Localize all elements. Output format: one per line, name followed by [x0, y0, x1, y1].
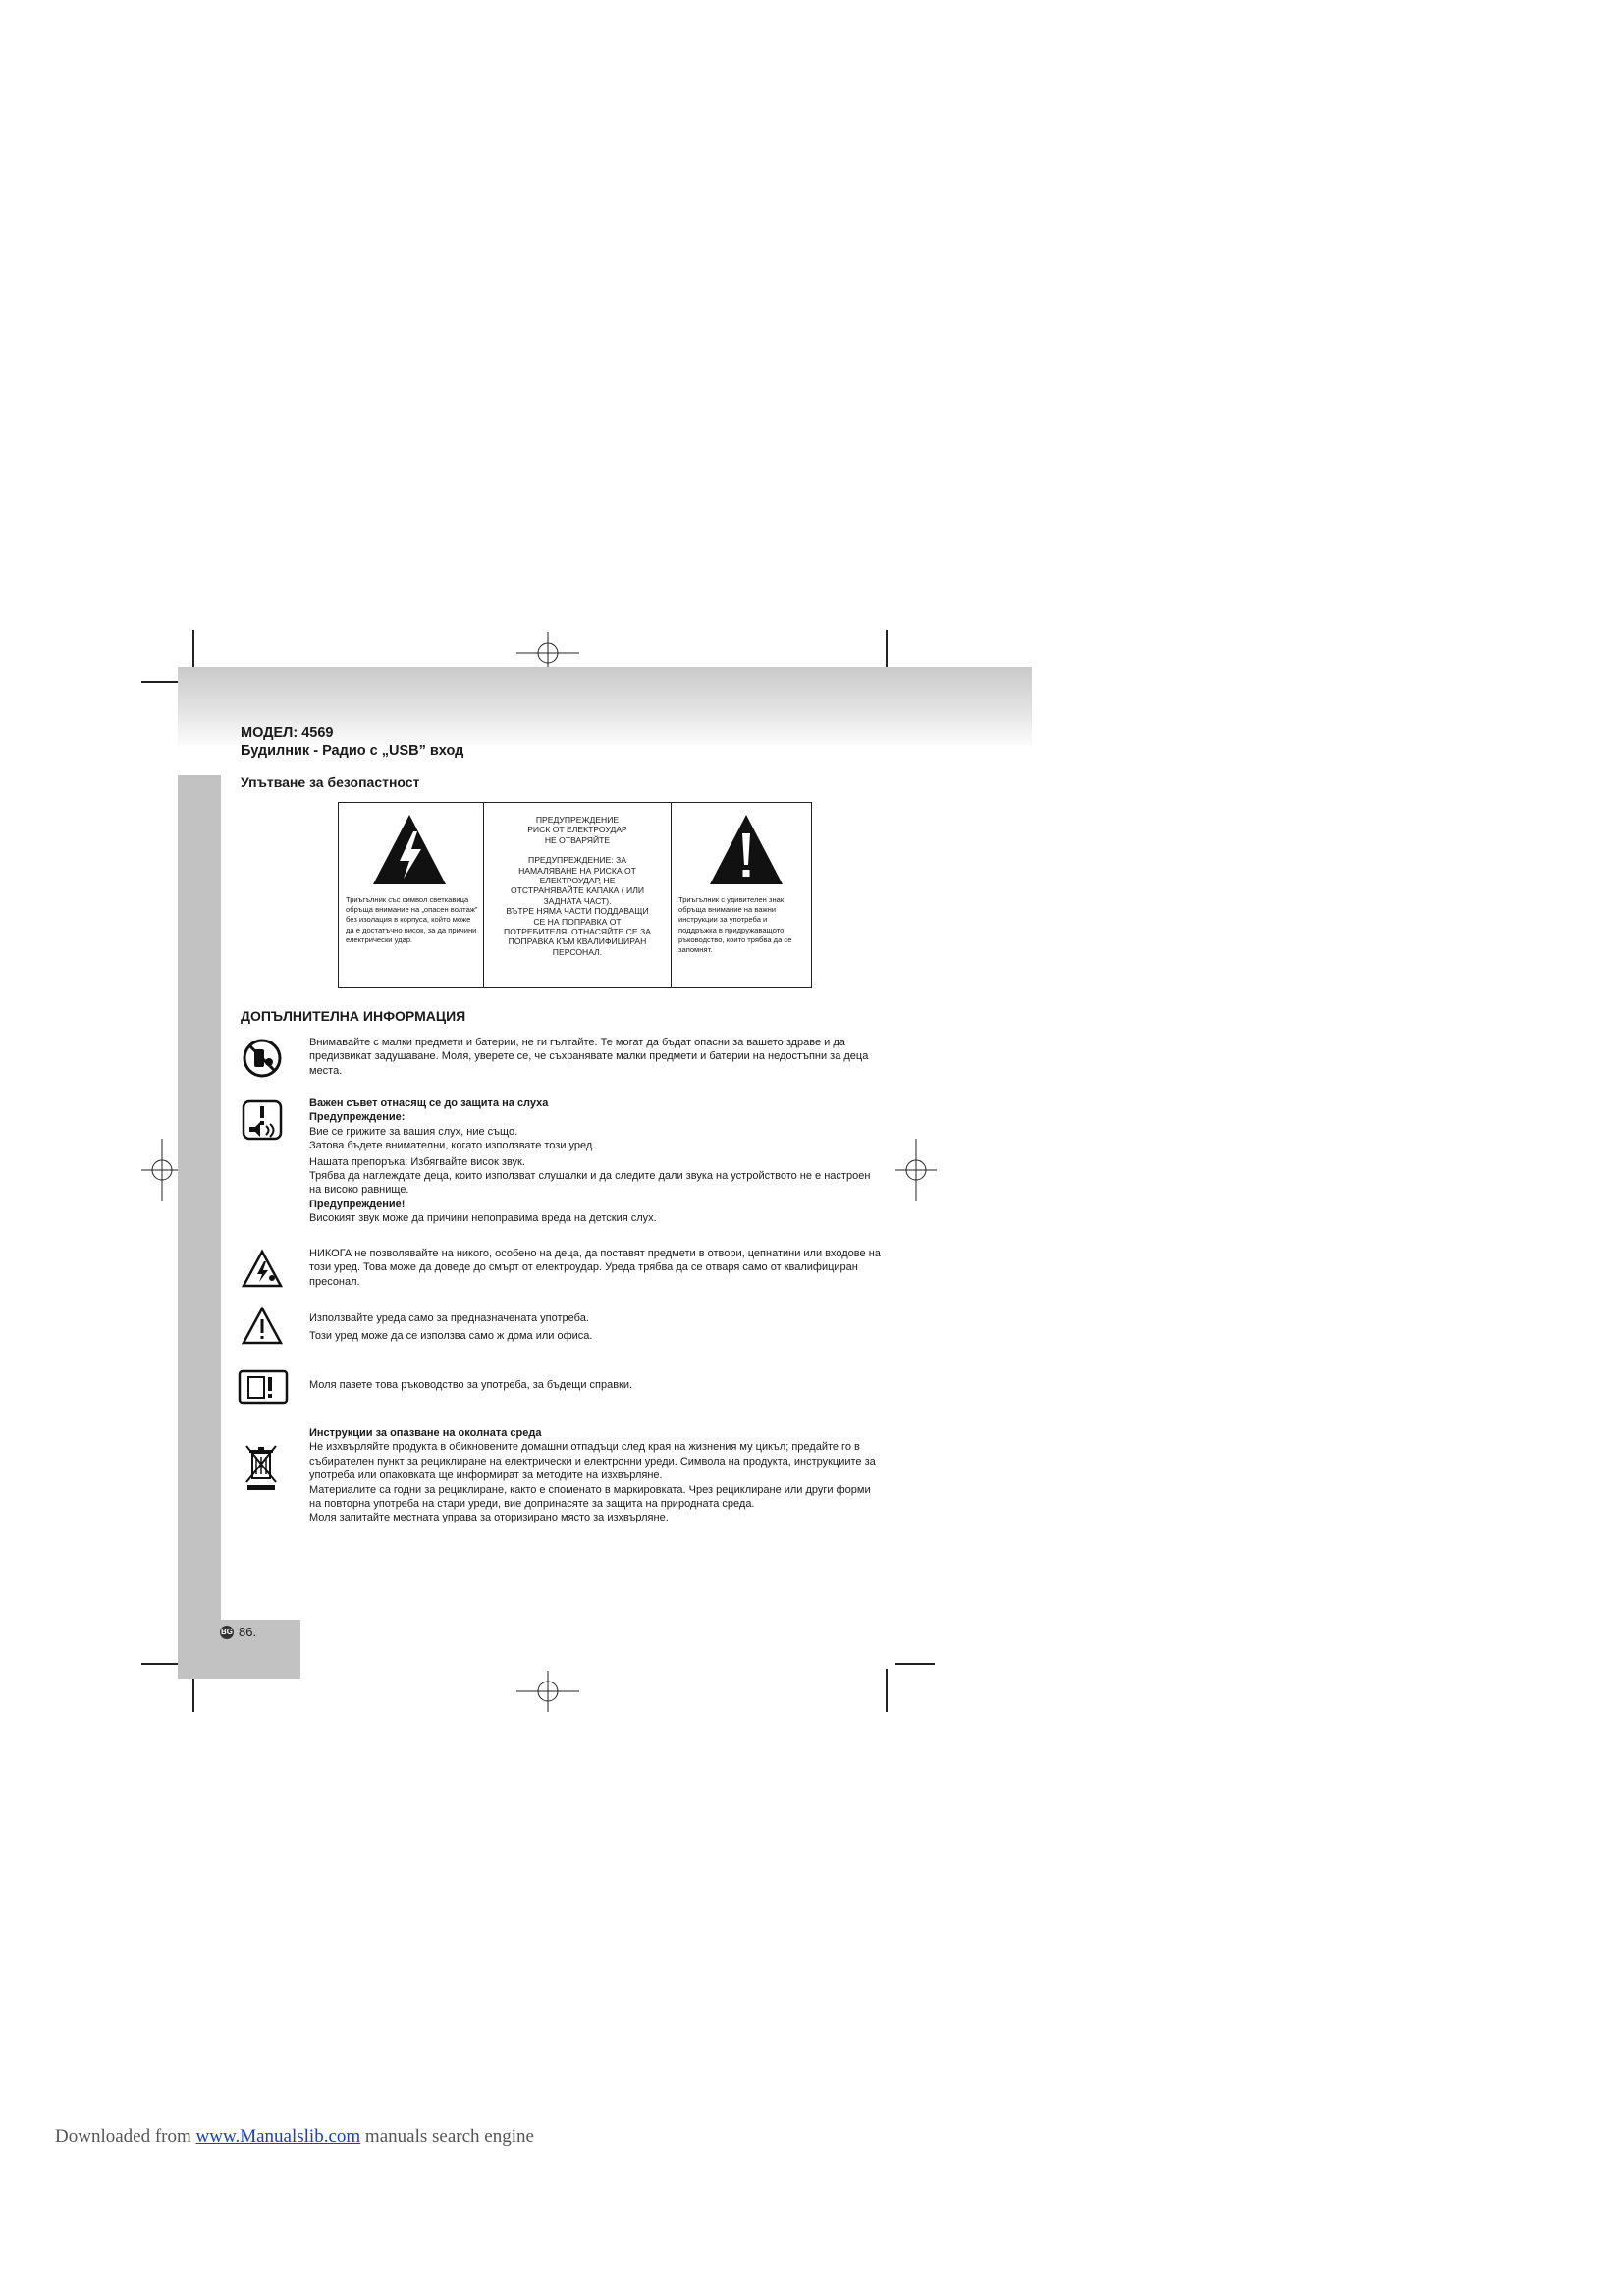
hearing-line: Високият звук може да причини непоправима вреда на детския слух.: [309, 1212, 657, 1225]
manual-book-icon: [238, 1366, 289, 1408]
crop-mark: [895, 1663, 935, 1665]
caution-triangle-icon: [242, 1306, 283, 1347]
use-line: Използвайте уреда само за предназначената употреба.: [309, 1312, 589, 1324]
caution-line: ПРЕДУПРЕЖДЕНИЕ: [535, 815, 620, 825]
registration-mark-icon: [516, 1669, 579, 1714]
download-prefix: Downloaded from: [55, 2126, 191, 2147]
exclamation-warning-text: Триъгълник с удивителен знак обръща внимание на важни инструкции за употреба и поддръжка в придружаващото ръководство, които трябва да се запомнят.: [678, 895, 792, 955]
caution-line: ЕЛЕКТРОУДАР, НЕ: [539, 876, 616, 886]
registration-mark-icon: [893, 1139, 939, 1201]
hearing-protection-icon: [242, 1099, 283, 1141]
caution-line: ОТСТРАНЯВАЙТЕ КАПАКА ( ИЛИ: [510, 885, 645, 896]
never-text: [309, 1247, 884, 1289]
hearing-line: Вие се грижите за вашия слух, ние също.: [309, 1125, 518, 1138]
page-number-value: 86.: [239, 1625, 257, 1639]
section-title: Упътване за безопастност: [241, 774, 420, 790]
side-band: [178, 775, 221, 1620]
small-parts-text: [309, 1036, 884, 1078]
caution-line: ПРЕДУПРЕЖДЕНИЕ: ЗА: [528, 855, 626, 866]
caution-line: ПЕРСОНАЛ.: [552, 946, 603, 957]
model-title: МОДЕЛ: 4569: [241, 725, 334, 741]
exclamation-warning-triangle-icon: [707, 812, 785, 888]
lightning-warning-text: Триъгълник със символ светкавица обръща внимание на „опасен волтаж” без изолация в корпуса, който може да е достатъчно висок, за да причини електрически удар.: [346, 895, 478, 944]
exclamation-warning-cell: [672, 803, 811, 987]
environment-paragraph: Не изхвърляйте продукта в обикновените домашни отпадъци след края на жизнения му цикъл; предайте го в събирателен пункт за рециклиране на електрически и електронни уреди. Символа на продукта, инструкциите за употреба или опаковката ще информират за методите на изхвърляне.: [309, 1441, 876, 1482]
caution-line: ПОТРЕБИТЕЛЯ. ОТНАСЯЙТЕ СЕ ЗА: [504, 927, 651, 937]
page-number: [220, 1625, 256, 1639]
weee-crossed-bin-icon: [244, 1443, 279, 1492]
caution-line: НАМАЛЯВАНЕ НА РИСКА ОТ: [518, 865, 636, 876]
caution-line: ВЪТРЕ НЯМА ЧАСТИ ПОДДАВАЩИ: [506, 906, 649, 917]
environment-text: [309, 1426, 884, 1525]
download-suffix: manuals search engine: [364, 2126, 534, 2147]
environment-title: Инструкции за опазване на околната среда: [309, 1427, 542, 1439]
hearing-line: Трябва да наглеждате деца, които използват слушалки и да следите дали звука на устройството не е настроен на високо равнище.: [309, 1170, 871, 1197]
caution-line: НЕ ОТВАРЯЙТЕ: [544, 834, 611, 845]
download-footer: [55, 2126, 534, 2148]
manual-text: [309, 1378, 884, 1392]
caution-line: РИСК ОТ ЕЛЕКТРОУДАР: [527, 825, 627, 835]
manualslib-link[interactable]: www.Manualslib.com: [195, 2126, 361, 2147]
caution-text-cell: [484, 803, 672, 987]
hearing-title: Важен съвет отнасящ се до защита на слуха: [309, 1097, 549, 1109]
product-subtitle: Будилник - Радио с „USB” вход: [241, 743, 464, 759]
hearing-line: Затова бъдете внимателни, когато използвате този уред.: [309, 1140, 596, 1152]
hearing-text: [309, 1096, 884, 1226]
lightning-warning-triangle-icon: [370, 812, 449, 888]
caution-line: СЕ НА ПОПРАВКА ОТ: [533, 916, 622, 927]
no-small-parts-icon: [242, 1038, 283, 1079]
small-parts-paragraph: Внимавайте с малки предмети и батерии, не ги гълтайте. Те могат да бъдат опасни за вашето здраве и да предизвикат задушаване. Моля, уверете се, че съхранявате малки предмети и батерии на недостъпни за деца места.: [309, 1037, 869, 1077]
lightning-warning-cell: [339, 803, 484, 987]
crop-mark: [886, 1669, 888, 1712]
safety-warning-box: [338, 802, 812, 988]
environment-paragraph: Моля запитайте местната управа за оторизирано място за изхвърляне.: [309, 1512, 669, 1524]
language-badge: BG: [220, 1626, 234, 1639]
environment-paragraph: Материалите са годни за рециклиране, както е споменато в маркировката. Чрез рециклиране или други форми на повторна употреба на стари уреди, вие допринасяте за защита на природната среда.: [309, 1483, 871, 1511]
manual-paragraph: Моля пазете това ръководство за употреба, за бъдещи справки.: [309, 1379, 633, 1391]
use-line: Този уред може да се използва само ж дома или офиса.: [309, 1330, 593, 1343]
hearing-line: Нашата препоръка: Избягвайте висок звук.: [309, 1155, 525, 1168]
caution-line: ЗАДНАТА ЧАСТ).: [543, 895, 612, 906]
never-paragraph: НИКОГА не позволявайте на никого, особено на деца, да поставят предмети в отвори, цепнатини или входове на този уред. Това може да доведе до смърт от електроудар. Уреда трябва да се отваря само от квалифициран пресонал.: [309, 1248, 881, 1288]
use-text: [309, 1311, 884, 1344]
hearing-warning-label: Предупреждение:: [309, 1111, 406, 1124]
hearing-warning2-label: Предупреждение!: [309, 1198, 406, 1210]
info-section-title: ДОПЪЛНИТЕЛНА ИНФОРМАЦИЯ: [241, 1008, 466, 1024]
electric-shock-warning-icon: [242, 1249, 283, 1290]
caution-line: ПОПРАВКА КЪМ КВАЛИФИЦИРАН: [508, 936, 647, 947]
